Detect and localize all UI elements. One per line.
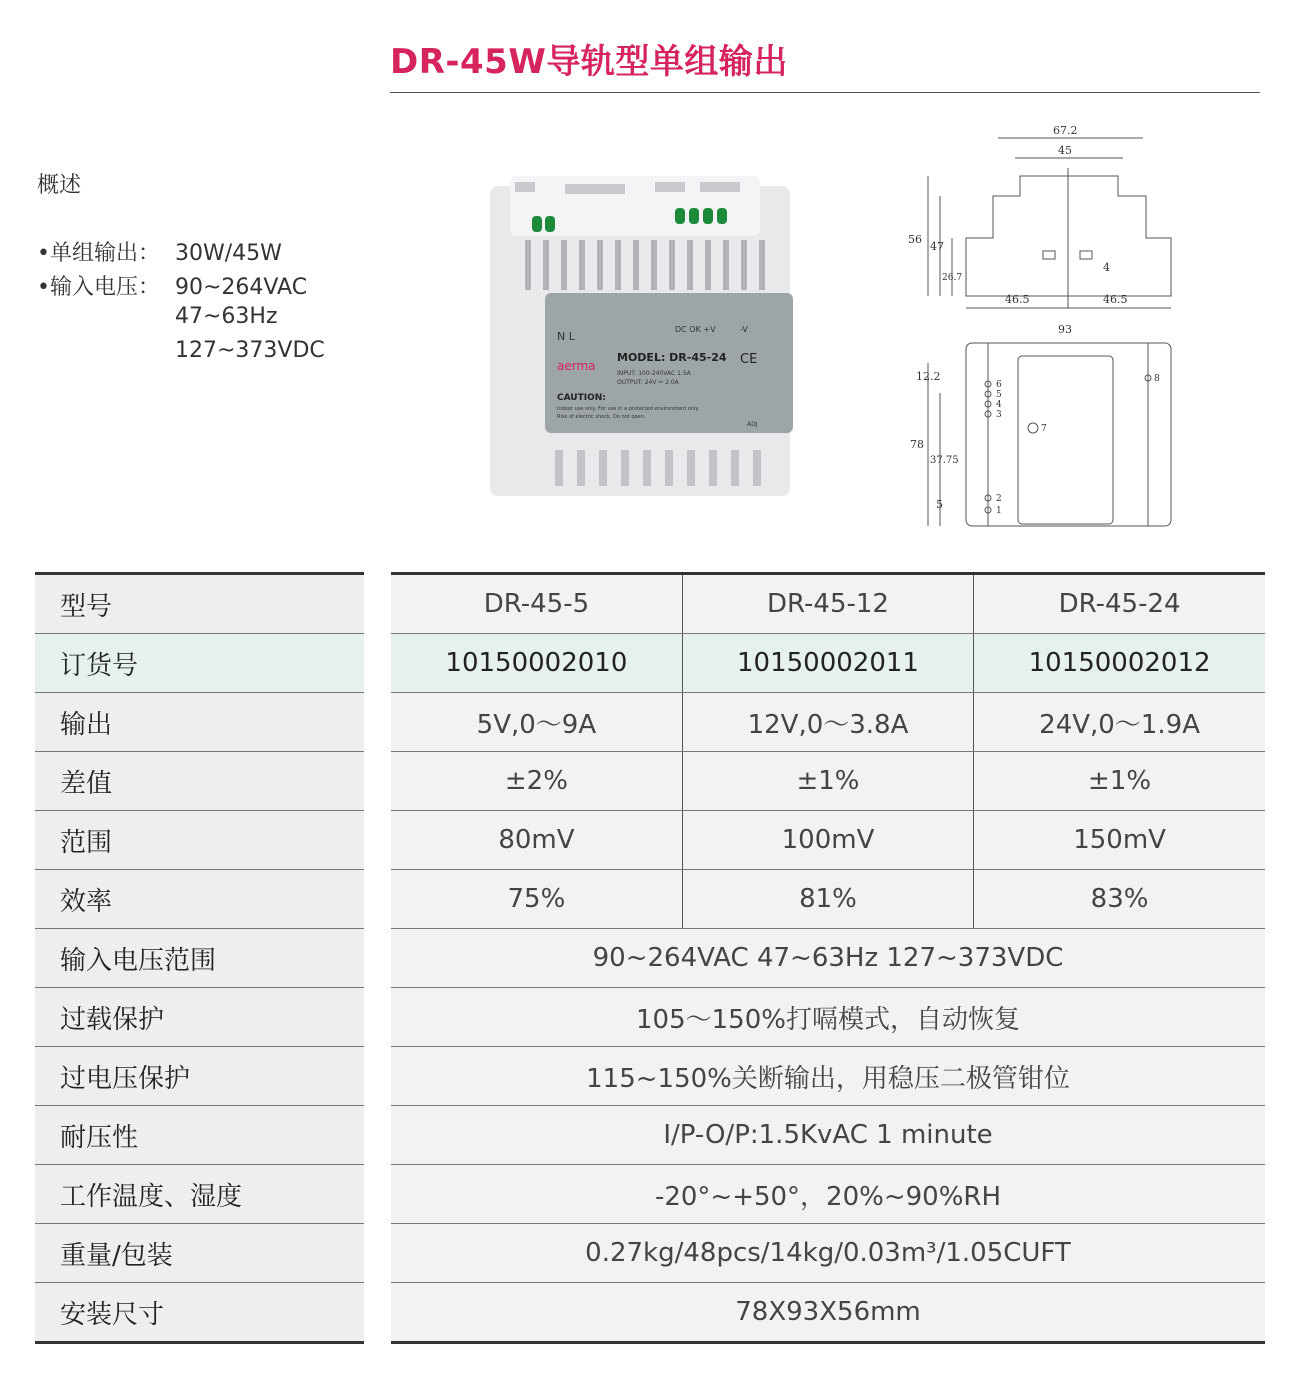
row-label: 范围 — [35, 811, 364, 870]
dim-12: 12.2 — [916, 370, 941, 383]
table-cell: 105～150%打嗝模式，自动恢复 — [391, 988, 1265, 1047]
input-line: INPUT: 100-240VAC 1.5A — [617, 370, 691, 377]
table-cell: ±2% — [391, 752, 682, 811]
row-label: 订货号 — [35, 634, 364, 693]
table-cell: ±1% — [974, 752, 1265, 811]
row-label: 输入电压范围 — [35, 929, 364, 988]
table-cell: 0.27kg/48pcs/14kg/0.03m³/1.05CUFT — [391, 1224, 1265, 1283]
overview-heading: 概述 — [37, 173, 82, 198]
row-label: 效率 — [35, 870, 364, 929]
table-cell: DR-45-12 — [682, 574, 973, 634]
spec-input — [37, 270, 307, 301]
table-row — [391, 929, 1265, 988]
table-row — [391, 1165, 1265, 1224]
model-label: MODEL: DR-45-24 — [617, 351, 727, 364]
table-row — [391, 1224, 1265, 1283]
row-label: 输出 — [35, 693, 364, 752]
pin-7: 7 — [1041, 424, 1047, 434]
dim-37: 37.75 — [930, 455, 959, 466]
table-row — [391, 634, 1265, 693]
table-cell: I/P-O/P:1.5KvAC 1 minute — [391, 1106, 1265, 1165]
table-cell: ±1% — [682, 752, 973, 811]
table-row — [391, 574, 1265, 634]
table-row — [391, 752, 1265, 811]
row-label: 耐压性 — [35, 1106, 364, 1165]
row-label: 工作温度、湿度 — [35, 1165, 364, 1224]
dimension-drawing — [908, 118, 1188, 536]
spec-label: •单组输出： — [37, 241, 160, 266]
table-row — [391, 870, 1265, 929]
table-row — [391, 1047, 1265, 1106]
dim-45: 45 — [1058, 144, 1072, 157]
table-cell: DR-45-5 — [391, 574, 682, 634]
pin-6: 6 — [996, 380, 1002, 390]
table-row — [35, 1283, 364, 1343]
table-row — [35, 1165, 364, 1224]
dcok-label: DC OK +V — [675, 325, 716, 334]
table-row — [35, 1047, 364, 1106]
spec-label: •输入电压： — [37, 275, 160, 300]
row-label: 差值 — [35, 752, 364, 811]
table-row — [35, 1224, 364, 1283]
table-row — [391, 988, 1265, 1047]
table-cell: 24V,0～1.9A — [974, 693, 1265, 752]
dim-78: 78 — [910, 438, 924, 451]
table-row — [35, 811, 364, 870]
pin-4: 4 — [996, 400, 1002, 410]
table-cell: DR-45-24 — [974, 574, 1265, 634]
dim-67: 67.2 — [1053, 124, 1078, 137]
table-cell: 80mV — [391, 811, 682, 870]
row-label: 过载保护 — [35, 988, 364, 1047]
row-label: 安装尺寸 — [35, 1283, 364, 1343]
dim-93: 93 — [1058, 323, 1072, 336]
row-label: 重量/包装 — [35, 1224, 364, 1283]
table-row — [391, 1106, 1265, 1165]
table-cell: 81% — [682, 870, 973, 929]
table-cell: 83% — [974, 870, 1265, 929]
pin-5: 5 — [996, 390, 1002, 400]
ce-mark: CE — [740, 352, 758, 367]
page-title: DR-45W导轨型单组输出 — [390, 42, 788, 82]
table-row — [391, 693, 1265, 752]
row-label: 型号 — [35, 574, 364, 634]
dim-47: 47 — [930, 240, 944, 253]
table-cell: 75% — [391, 870, 682, 929]
adj-label: ADJ — [747, 421, 758, 428]
dim-5: 5 — [936, 498, 943, 511]
spec-output — [37, 236, 282, 267]
table-cell: 12V,0～3.8A — [682, 693, 973, 752]
table-row — [35, 634, 364, 693]
row-label: 过电压保护 — [35, 1047, 364, 1106]
spec-freq: 47~63Hz — [175, 304, 278, 329]
dim-4: 4 — [1103, 261, 1110, 274]
table-row — [35, 1106, 364, 1165]
caution-text-1: Indoor use only. For use in a protected environment only. — [557, 406, 700, 412]
table-row — [35, 693, 364, 752]
spec-label-table — [35, 572, 364, 1344]
brand-logo: aerma — [557, 359, 596, 373]
caution-label: CAUTION: — [557, 393, 606, 403]
dim-46-left: 46.5 — [1005, 293, 1030, 306]
terminal-labels: N L — [557, 330, 575, 343]
product-photo — [485, 168, 803, 510]
spec-value: 30W/45W — [175, 241, 282, 266]
table-row — [35, 870, 364, 929]
pin-2: 2 — [996, 494, 1002, 504]
table-cell: 10150002012 — [974, 634, 1265, 693]
pin-3: 3 — [996, 410, 1002, 420]
table-row — [391, 811, 1265, 870]
pin-8: 8 — [1154, 374, 1160, 384]
table-cell: 90~264VAC 47~63Hz 127~373VDC — [391, 929, 1265, 988]
caution-text-2: Risk of electric shock. Do not open. — [557, 414, 646, 420]
table-row — [35, 574, 364, 634]
table-row — [35, 752, 364, 811]
table-cell: 78X93X56mm — [391, 1283, 1265, 1343]
spec-value-table — [391, 572, 1265, 1344]
table-cell: 5V,0～9A — [391, 693, 682, 752]
table-row — [391, 1283, 1265, 1343]
dim-26: 26.7 — [942, 273, 963, 283]
spec-dc: 127~373VDC — [175, 338, 325, 363]
table-cell: 150mV — [974, 811, 1265, 870]
table-cell: 10150002010 — [391, 634, 682, 693]
spec-value: 90~264VAC — [175, 275, 308, 300]
dim-56: 56 — [908, 233, 922, 246]
table-cell: 100mV — [682, 811, 973, 870]
table-row — [35, 929, 364, 988]
pin-1: 1 — [996, 506, 1002, 516]
title-divider — [390, 92, 1260, 93]
table-cell: -20°~+50°，20%~90%RH — [391, 1165, 1265, 1224]
table-row — [35, 988, 364, 1047]
minus-v-label: -V — [740, 325, 748, 334]
table-cell: 115~150%关断输出，用稳压二极管钳位 — [391, 1047, 1265, 1106]
table-cell: 10150002011 — [682, 634, 973, 693]
dim-46-right: 46.5 — [1103, 293, 1128, 306]
output-line: OUTPUT: 24V ⎓ 2.0A — [617, 379, 679, 386]
